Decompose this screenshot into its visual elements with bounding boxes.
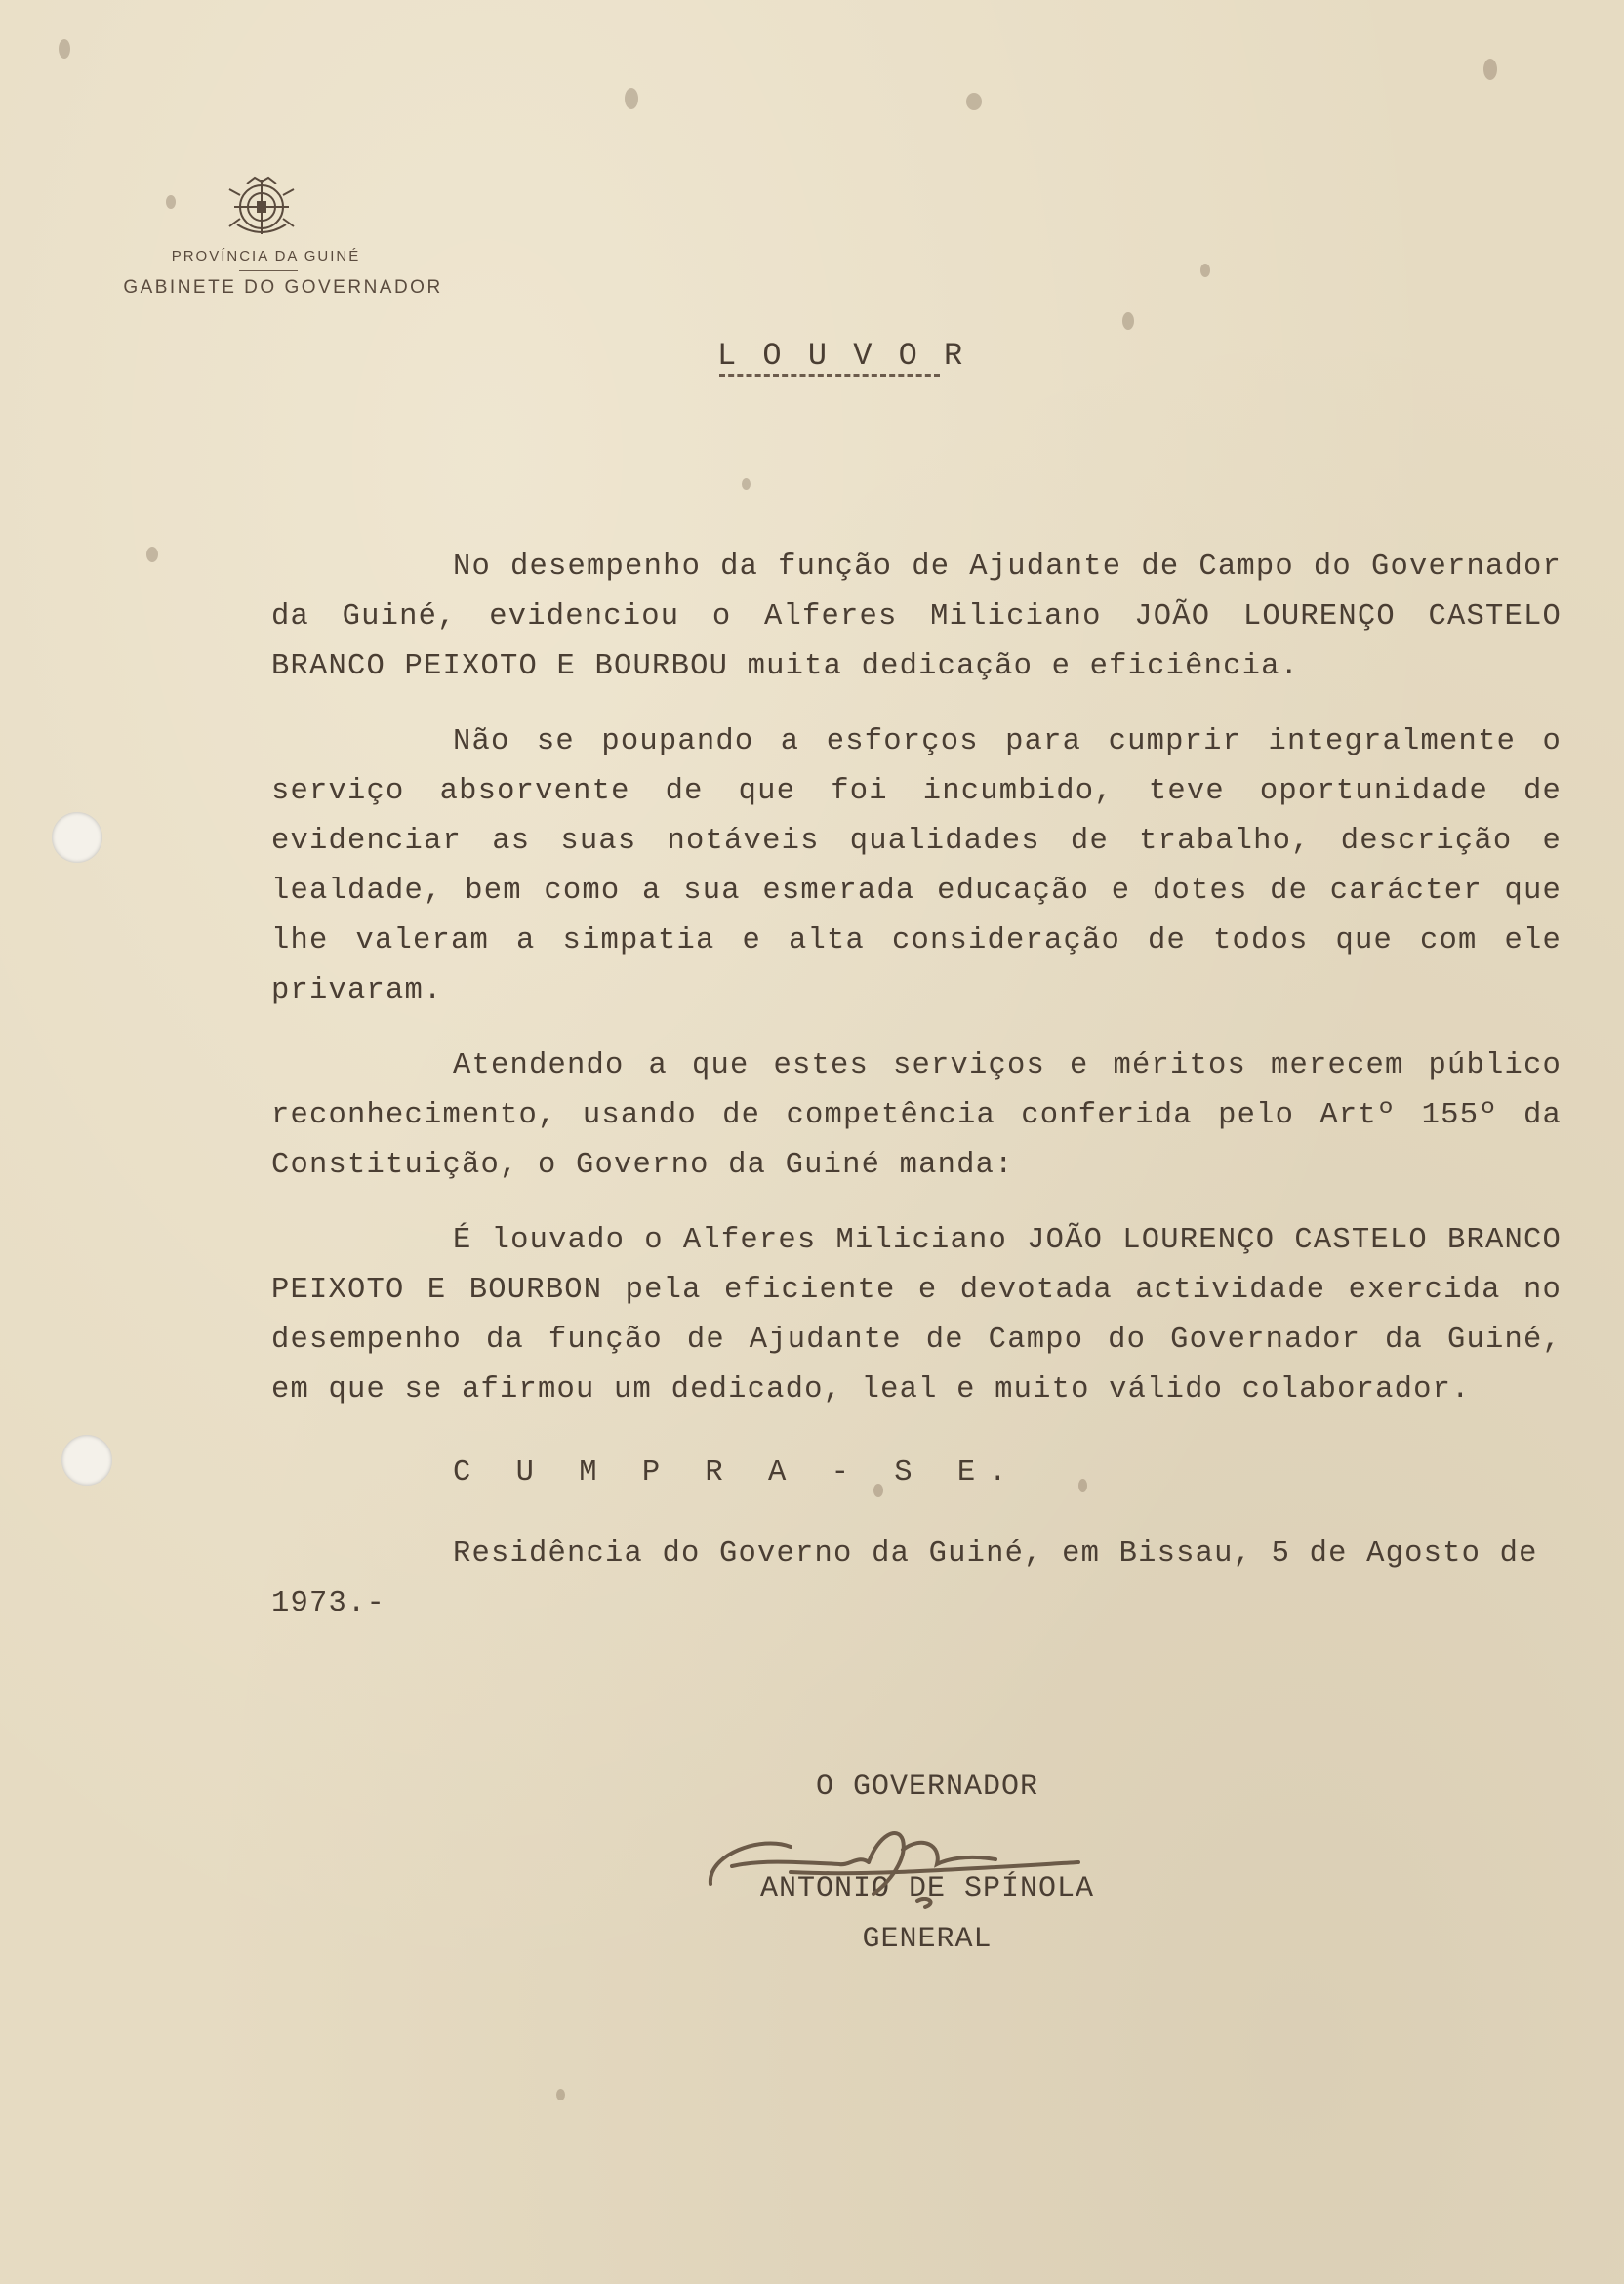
foxing-spot: [1483, 59, 1497, 80]
foxing-spot: [966, 93, 982, 110]
paragraph: No desempenho da função de Ajudante de Campo do Governador da Guiné, evidenciou o Alferes Miliciano JOÃO LOURENÇO CASTELO BRANCO PEIXOTO E BOURBOU muita dedicação e eficiência.: [271, 551, 1562, 683]
paragraph: Atendendo a que estes serviços e méritos merecem público reconhecimento, usando de competência conferida pelo Artº 155º da Constituição, o Governo da Guiné manda:: [271, 1049, 1562, 1182]
foxing-spot: [625, 88, 638, 109]
document-title: L O U V O R: [717, 338, 967, 374]
foxing-spot: [1200, 264, 1210, 277]
handwritten-signature: [703, 1806, 1093, 1913]
letterhead-office: GABINETE DO GOVERNADOR: [123, 277, 443, 298]
punch-hole: [61, 1435, 112, 1486]
closing-order: C U M P R A - S E.: [453, 1456, 1021, 1489]
paragraph: É louvado o Alferes Miliciano JOÃO LOURENÇO CASTELO BRANCO PEIXOTO E BOURBON pela eficiente e devotada actividade exercida no desempenho da função de Ajudante de Campo do Governador da Guiné, em que se afirmou um dedicado, leal e muito válido colaborador.: [271, 1224, 1562, 1407]
signatory-rank: GENERAL: [862, 1923, 993, 1956]
letterhead-province: PROVÍNCIA DA GUINÉ: [171, 248, 361, 265]
document-body: [271, 543, 1562, 1678]
paragraph: Não se poupando a esforços para cumprir integralmente o serviço absorvente de que foi incumbido, teve oportunidade de evidenciar as suas notáveis qualidades de trabalho, descrição e lealdade, bem como a sua esmerada educação e dotes de carácter que lhe valeram a simpatia e alta consideração de todos que com ele privaram.: [271, 725, 1562, 1007]
letterhead-divider: [239, 270, 298, 271]
signatory-role: O GOVERNADOR: [815, 1771, 1039, 1804]
foxing-spot: [59, 39, 70, 59]
coat-of-arms-icon: [218, 174, 305, 242]
foxing-spot: [556, 2089, 565, 2100]
signatory-name: ANTÓNIO DE SPÍNOLA: [759, 1872, 1095, 1905]
foxing-spot: [1122, 312, 1134, 330]
foxing-spot: [742, 478, 751, 490]
place-date: Residência do Governo da Guiné, em Bissau, 5 de Agosto de 1973.-: [271, 1537, 1538, 1620]
foxing-spot: [146, 547, 158, 562]
title-underline: [719, 374, 940, 377]
punch-hole: [52, 812, 102, 863]
letterhead: [93, 174, 473, 299]
